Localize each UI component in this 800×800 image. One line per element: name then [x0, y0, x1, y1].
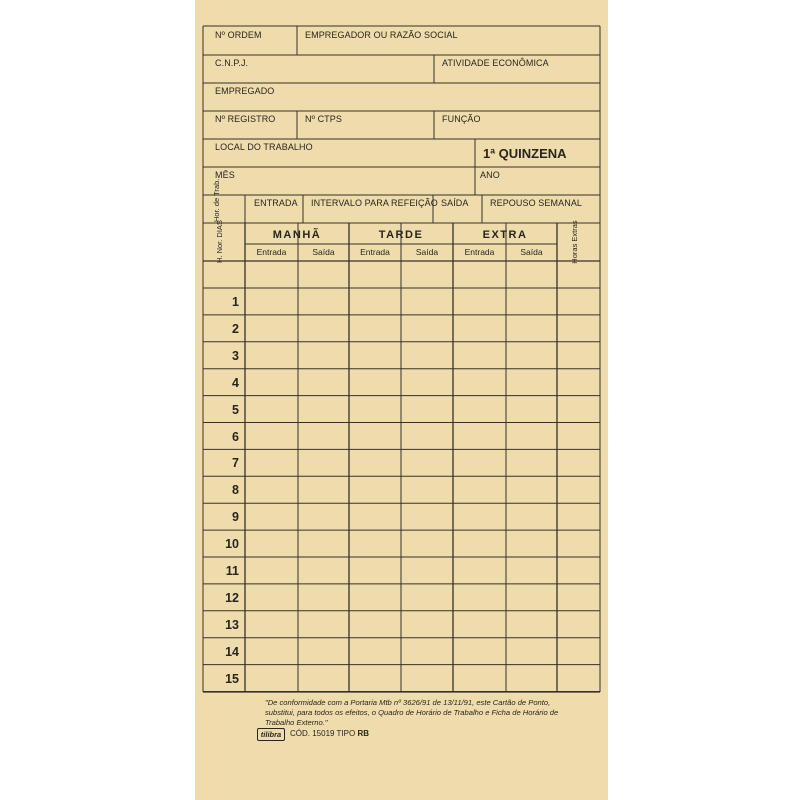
day-number: 9 [232, 510, 239, 525]
extra-header: EXTRA [482, 229, 528, 241]
day-number: 12 [225, 590, 239, 605]
tilibra-logo: tilibra [257, 728, 285, 741]
dias-header: H. Nor. DIAS [215, 220, 224, 263]
day-number: 8 [232, 483, 239, 498]
portaria-note: "De conformidade com a Portaria Mtb nº 3626/91 de 13/11/91, este Cartão de Ponto, substitui, para todos os efeitos, o Quadro de Horário de Trabalho e Ficha de Horário de Trabalho Externo." [265, 698, 559, 727]
code-type: RB [357, 729, 370, 738]
day-number: 15 [225, 671, 239, 686]
horas-extras-header: Horas Extras [570, 220, 579, 264]
field-ctps[interactable]: Nº CTPS [305, 114, 342, 124]
quinzena-label: 1ª QUINZENA [483, 146, 567, 161]
field-cnpj[interactable]: C.N.P.J. [215, 58, 249, 68]
time-card [195, 0, 608, 800]
day-number: 1 [232, 295, 239, 309]
day-number: 5 [232, 402, 239, 417]
manha-header: MANHÃ [272, 229, 322, 241]
manha-entrada: Entrada [256, 247, 287, 257]
day-number: 2 [232, 321, 239, 336]
day-number: 7 [232, 456, 239, 471]
field-mes[interactable]: MÊS [215, 170, 235, 180]
product-code [290, 729, 369, 738]
field-local-trabalho[interactable]: LOCAL DO TRABALHO [215, 142, 313, 152]
manha-saida: Saída [312, 247, 335, 257]
field-empregado[interactable]: EMPREGADO [215, 86, 275, 96]
field-atividade[interactable]: ATIVIDADE ECONÔMICA [442, 58, 549, 68]
field-ano[interactable]: ANO [480, 170, 500, 180]
field-ordem[interactable]: Nº ORDEM [215, 30, 262, 40]
day-number: 10 [225, 537, 239, 552]
tarde-entrada: Entrada [360, 247, 390, 257]
schedule-intervalo[interactable]: INTERVALO PARA REFEIÇÃO [311, 198, 438, 208]
extra-saida: Saída [520, 247, 543, 257]
day-number: 13 [225, 617, 239, 632]
day-number: 14 [225, 644, 239, 659]
tarde-saida: Saída [415, 247, 439, 257]
day-number: 4 [232, 375, 239, 390]
day-number: 6 [232, 429, 239, 444]
field-empregador[interactable]: EMPREGADOR OU RAZÃO SOCIAL [305, 30, 458, 40]
schedule-entrada[interactable]: ENTRADA [254, 198, 298, 208]
day-number: 11 [225, 564, 239, 578]
tarde-header: TARDE [378, 229, 424, 241]
extra-entrada: Entrada [464, 247, 495, 257]
code-prefix: CÓD. 15019 TIPO [290, 729, 356, 738]
field-registro[interactable]: Nº REGISTRO [215, 114, 276, 124]
hor-trab-label: Hor. de Trab. [212, 178, 221, 222]
day-number: 3 [232, 348, 239, 363]
schedule-saida[interactable]: SAÍDA [441, 198, 469, 208]
field-funcao[interactable]: FUNÇÃO [442, 114, 481, 124]
schedule-repouso[interactable]: REPOUSO SEMANAL [490, 198, 583, 208]
